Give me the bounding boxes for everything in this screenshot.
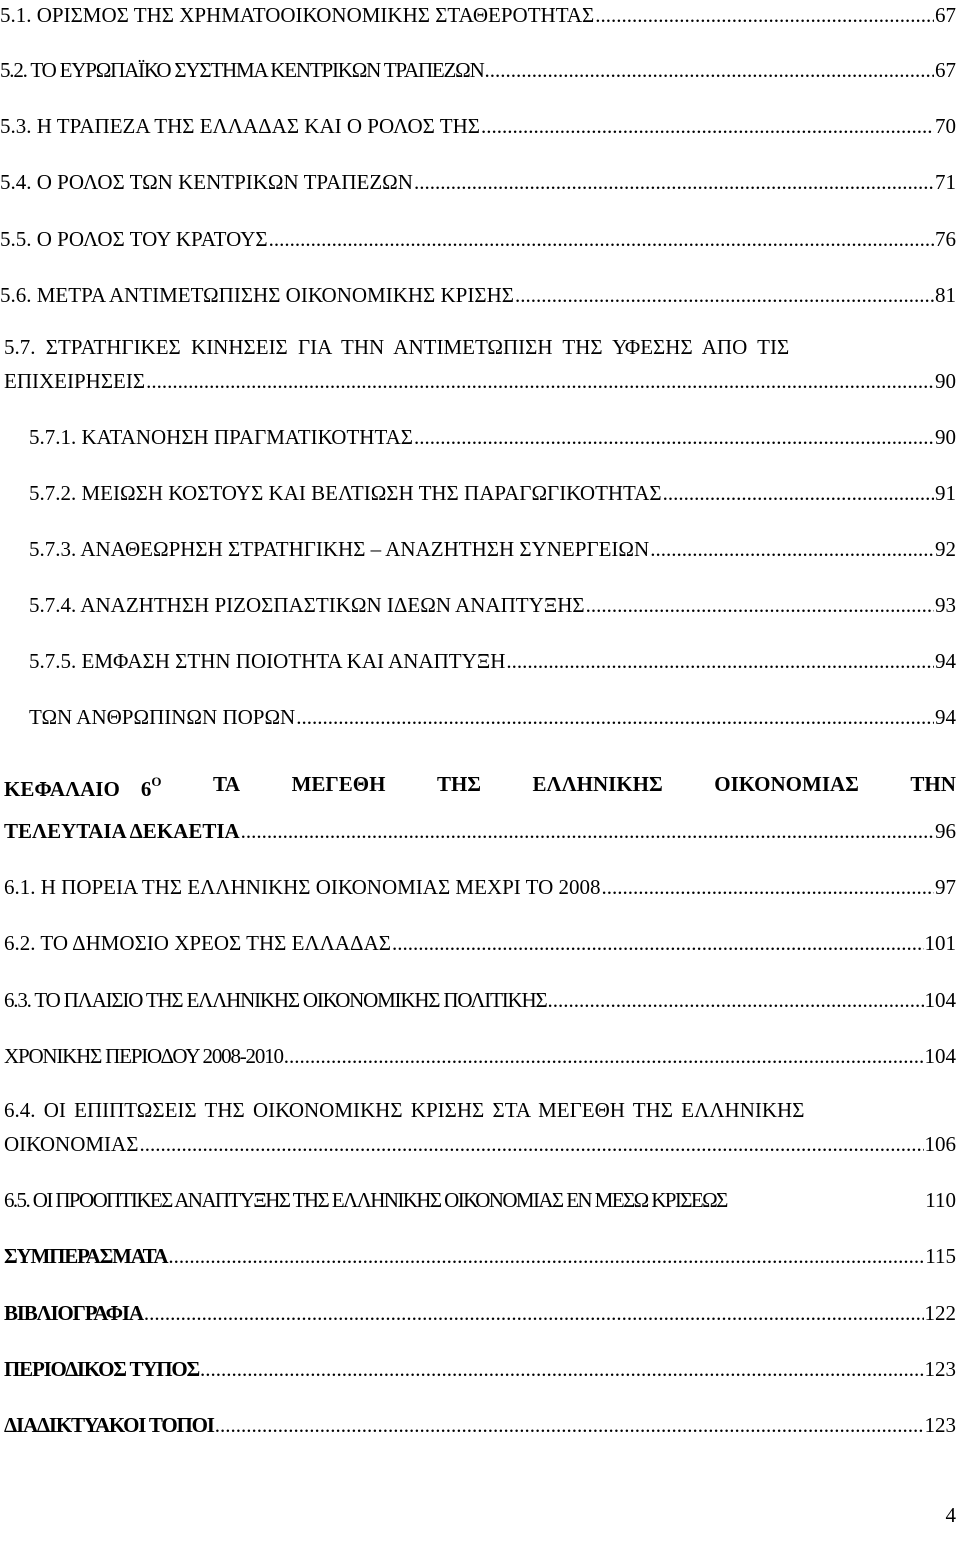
toc-entry-5-7-3: [29, 528, 956, 562]
toc-page: 92: [935, 537, 956, 561]
toc-page: 76: [935, 227, 956, 251]
toc-title: ΠΕΡΙΟΔΙΚΟΣ ΤΥΠΟΣ: [4, 1357, 200, 1381]
toc-leader: [200, 1356, 923, 1382]
toc-entry-websites: [0, 1404, 956, 1438]
toc-page: 94: [935, 649, 956, 673]
toc-leader: [168, 1243, 924, 1269]
toc-title-6-4: 6.4. ΟΙ ΕΠΙΠΤΩΣΕΙΣ ΤΗΣ ΟΙΚΟΝΟΜΙΚΗΣ ΚΡΙΣΗΣ ΣΤΑ ΜΕΓΕΘΗ ΤΗΣ ΕΛΛΗΝΙΚΗΣ: [4, 1098, 805, 1122]
toc-entry-5-1: [0, 0, 956, 28]
toc-entry-5-2: [0, 49, 956, 83]
toc-entry-5-3: [0, 105, 956, 139]
toc-title: 5.6. ΜΕΤΡΑ ΑΝΤΙΜΕΤΩΠΙΣΗΣ ΟΙΚΟΝΟΜΙΚΗΣ ΚΡΙΣΗΣ: [0, 283, 514, 307]
toc-page: 115: [925, 1244, 956, 1268]
toc-leader: [485, 57, 934, 83]
toc-title: ΤΩΝ ΑΝΘΡΩΠΙΝΩΝ ΠΟΡΩΝ: [29, 705, 296, 729]
toc-leader: [392, 930, 924, 956]
toc-page: 96: [935, 819, 956, 843]
toc-page: 104: [924, 1044, 956, 1068]
toc-title: 5.7.3. ΑΝΑΘΕΩΡΗΣΗ ΣΤΡΑΤΗΓΙΚΗΣ – ΑΝΑΖΗΤΗΣΗ ΣΥΝΕΡΓΕΙΩΝ: [29, 537, 650, 561]
toc-title: 5.5. Ο ΡΟΛΟΣ ΤΟΥ ΚΡΑΤΟΥΣ: [0, 227, 268, 251]
toc-leader: [663, 480, 934, 506]
toc-entry-bibliography: [0, 1292, 956, 1326]
toc-page: 94: [935, 705, 956, 729]
toc-leader: [284, 1043, 924, 1069]
toc-title: 6.1. Η ΠΟΡΕΙΑ ΤΗΣ ΕΛΛΗΝΙΚΗΣ ΟΙΚΟΝΟΜΙΑΣ ΜΕΧΡΙ ΤΟ 2008: [4, 875, 601, 899]
toc-leader: [586, 592, 934, 618]
toc-page: 123: [924, 1357, 956, 1381]
toc-title: 5.7.1. ΚΑΤΑΝΟΗΣΗ ΠΡΑΓΜΑΤΙΚΟΤΗΤΑΣ: [29, 425, 413, 449]
toc-entry-5-7-2: [29, 472, 956, 506]
toc-title-continued: ΤΕΛΕΥΤΑΙΑ ΔΕΚΑΕΤΙΑ: [4, 819, 240, 843]
toc-page: 71: [935, 170, 956, 194]
toc-page: 81: [935, 283, 956, 307]
chapter-word: ΤΗΝ: [910, 772, 956, 796]
toc-title-continued: ΕΠΙΧΕΙΡΗΣΕΙΣ: [4, 369, 146, 393]
toc-leader: [547, 987, 923, 1013]
toc-entry-chapter-6: [0, 810, 956, 844]
page-number: 4: [945, 1503, 956, 1527]
chapter-word: ΤΗΣ: [436, 772, 482, 796]
toc-leader: [146, 368, 934, 394]
toc-leader: [481, 113, 934, 139]
toc-leader: [296, 704, 934, 730]
toc-leader: [144, 1300, 924, 1326]
chapter-word: ΕΛΛΗΝΙΚΗΣ: [532, 772, 663, 796]
toc-title: ΒΙΒΛΙΟΓΡΑΦΙΑ: [4, 1301, 143, 1325]
toc-entry-6-5: [0, 1179, 956, 1213]
toc-title-5-7: 5.7. ΣΤΡΑΤΗΓΙΚΕΣ ΚΙΝΗΣΕΙΣ ΓΙΑ ΤΗΝ ΑΝΤΙΜΕΤΩΠΙΣΗ ΤΗΣ ΥΦΕΣΗΣ ΑΠΟ ΤΙΣ: [4, 335, 790, 359]
toc-entry-6-4: [0, 1123, 956, 1157]
toc-leader: [506, 648, 934, 674]
toc-leader: [595, 2, 934, 28]
toc-page: 93: [935, 593, 956, 617]
toc-entry-5-7-4: [29, 584, 956, 618]
toc-title: 6.5. ΟΙ ΠΡΟΟΠΤΙΚΕΣ ΑΝΑΠΤΥΞΗΣ ΤΗΣ ΕΛΛΗΝΙΚΗΣ ΟΙΚΟΝΟΜΙΑΣ ΕΝ ΜΕΣΩ ΚΡΙΣΕΩΣ: [4, 1188, 727, 1212]
chapter-word: ΟΙΚΟΝΟΜΙΑΣ: [714, 772, 859, 796]
toc-entry-human-resources: [29, 696, 956, 730]
toc-page: 67: [935, 3, 956, 27]
toc-title: 5.7.4. ΑΝΑΖΗΤΗΣΗ ΡΙΖΟΣΠΑΣΤΙΚΩΝ ΙΔΕΩΝ ΑΝΑΠΤΥΞΗΣ: [29, 593, 585, 617]
toc-entry-5-7: [0, 360, 956, 394]
toc-title-continued: ΟΙΚΟΝΟΜΙΑΣ: [4, 1132, 139, 1156]
toc-page: 106: [924, 1132, 956, 1156]
toc-page: 123: [924, 1413, 956, 1437]
toc-entry-5-5: [0, 218, 956, 252]
toc-entry-6-1: [0, 866, 956, 900]
chapter-word: ΜΕΓΕΘΗ: [291, 772, 386, 796]
toc-entry-5-4: [0, 161, 956, 195]
toc-title: 6.2. ΤΟ ΔΗΜΟΣΙΟ ΧΡΕΟΣ ΤΗΣ ΕΛΛΑΔΑΣ: [4, 931, 391, 955]
toc-title: ΔΙΑΔΙΚΤΥΑΚΟΙ ΤΟΠΟΙ: [4, 1413, 214, 1437]
toc-entry-5-7-5: [29, 640, 956, 674]
toc-leader: [139, 1131, 923, 1157]
toc-leader: [515, 282, 934, 308]
toc-entry-5-6: [0, 274, 956, 308]
toc-page: 104: [924, 988, 956, 1012]
toc-title: 5.2. ΤΟ ΕΥΡΩΠΑΪΚΟ ΣΥΣΤΗΜΑ ΚΕΝΤΡΙΚΩΝ ΤΡΑΠΕΖΩΝ: [0, 58, 484, 82]
chapter-word: ΤΑ: [212, 772, 241, 796]
toc-title: 5.3. Η ΤΡΑΠΕΖΑ ΤΗΣ ΕΛΛΑΔΑΣ ΚΑΙ Ο ΡΟΛΟΣ ΤΗΣ: [0, 114, 480, 138]
toc-leader: [414, 424, 934, 450]
toc-page: 110: [925, 1188, 956, 1212]
toc-leader: [215, 1412, 924, 1438]
toc-title: ΧΡΟΝΙΚΗΣ ΠΕΡΙΟΔΟΥ 2008-2010: [4, 1044, 283, 1068]
toc-title: 5.1. ΟΡΙΣΜΟΣ ΤΗΣ ΧΡΗΜΑΤΟΟΙΚΟΝΟΜΙΚΗΣ ΣΤΑΘΕΡΟΤΗΤΑΣ: [0, 3, 595, 27]
toc-leader: [269, 226, 934, 252]
toc-title: 6.3. ΤΟ ΠΛΑΙΣΙΟ ΤΗΣ ΕΛΛΗΝΙΚΗΣ ΟΙΚΟΝΟΜΙΚΗΣ ΠΟΛΙΤΙΚΗΣ: [4, 988, 547, 1012]
toc-title: 5.7.5. ΕΜΦΑΣΗ ΣΤΗΝ ΠΟΙΟΤΗΤΑ ΚΑΙ ΑΝΑΠΤΥΞΗ: [29, 649, 506, 673]
toc-page: 70: [935, 114, 956, 138]
toc-page: 101: [924, 931, 956, 955]
toc-title: ΣΥΜΠΕΡΑΣΜΑΤΑ: [4, 1244, 168, 1268]
toc-page: 97: [935, 875, 956, 899]
toc-leader: [602, 874, 934, 900]
toc-leader: [650, 536, 934, 562]
toc-page: 90: [935, 369, 956, 393]
toc-page: 91: [935, 481, 956, 505]
toc-entry-6-2: [0, 922, 956, 956]
toc-title: 5.7.2. ΜΕΙΩΣΗ ΚΟΣΤΟΥΣ ΚΑΙ ΒΕΛΤΙΩΣΗ ΤΗΣ ΠΑΡΑΓΩΓΙΚΟΤΗΤΑΣ: [29, 481, 662, 505]
toc-leader: [241, 818, 934, 844]
toc-entry-6-3: [0, 979, 956, 1013]
toc-page: 67: [935, 58, 956, 82]
toc-page: 122: [924, 1301, 956, 1325]
ordinal-superscript: Ο: [151, 774, 162, 789]
toc-entry-conclusions: [0, 1235, 956, 1269]
toc-entry-5-7-1: [29, 416, 956, 450]
toc-leader: [414, 169, 934, 195]
toc-chapter-6-heading: [4, 771, 956, 802]
chapter-label: ΚΕΦΑΛΑΙΟ $6^O$: [4, 774, 162, 801]
toc-page: 90: [935, 425, 956, 449]
toc-entry-period-2008-2010: [0, 1035, 956, 1069]
toc-title: 5.4. Ο ΡΟΛΟΣ ΤΩΝ ΚΕΝΤΡΙΚΩΝ ΤΡΑΠΕΖΩΝ: [0, 170, 413, 194]
toc-entry-periodical-press: [0, 1348, 956, 1382]
